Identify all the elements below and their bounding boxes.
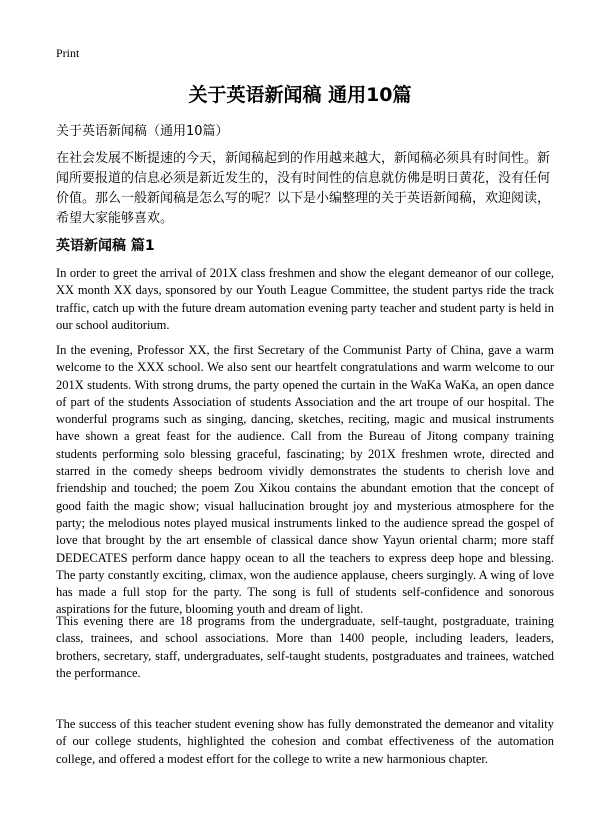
body-paragraph-2: In the evening, Professor XX, the first Secretary of the Communist Party of China, gave a warm welcome to the XXX school. We also sent our heartfelt congratulations and warm welcome to our 201X students. With strong drums, the party opened the curtain in the WaKa WaKa, an open dance of part of the students Association of students Association and the art troupe of our hospital. The wonderful programs such as singing, dancing, sketches, reciting, magic and musical instruments have shown a great feast for the audience. Call from the Bureau of Jitong company training students performing solo blessing graceful, fascinating; by 201X freshmen wrote, directed and starred in the comedy sheeps bedroom vividly demonstrates the students to cherish love and friendship and touched; the poem Zou Xikou contains the abundant emotion that the concept of good faith the magic show; visual hallucination brought joy and mysterious atmosphere for the party; the melodious notes played musical instruments linked to the audience spread the gospel of love that brought by the art ensemble of classical dance show Yayun oriental charm; more staff DEDECATES perform dance happy ocean to all the teachers to express deep hope and blessing. The party constantly exciting, climax, won the audience applause, cheers surgingly. A wing of love has made a full stop for the party. The song is full of students self-confidence and sonorous aspirations for the future, blooming youth and dream of light. [56,343,554,617]
print-label: Print [56,46,80,60]
body-paragraph-3: This evening there are 18 programs from the undergraduate, self-taught, postgraduate, training class, trainees, and school associations. More than 1400 people, including leaders, leaders, brothers, secretary, staff, undergraduates, self-taught students, postgraduates and trainees, watched the performance. [56,614,554,680]
document-subtitle: 关于英语新闻稿（通用10篇） [56,124,229,139]
body-paragraph-4: The success of this teacher student evening show has fully demonstrated the demeanor and vitality of our college students, highlighted the cohesion and combat effectiveness of the automation college, and offered a modest effort for the college to write a new harmonious chapter. [56,717,554,766]
document-title: 关于英语新闻稿 通用10篇 [188,84,412,106]
body-paragraph-1: In order to greet the arrival of 201X class freshmen and show the elegant demeanor of our college, XX month XX days, sponsored by our Youth League Committee, the student partys ride the track traffic, catch up with the future dream automation evening party teacher and student party is held in our school auditorium. [56,266,554,332]
intro-paragraph: 在社会发展不断提速的今天，新闻稿起到的作用越来越大，新闻稿必须具有时间性。新闻所要报道的信息必须是新近发生的，没有时间性的信息就仿佛是明日黄花，没有任何价值。那么一般新闻稿是怎么写的呢？以下是小编整理的关于英语新闻稿，欢迎阅读，希望大家能够喜欢。 [56,151,551,226]
section-heading: 英语新闻稿 篇1 [56,238,155,254]
